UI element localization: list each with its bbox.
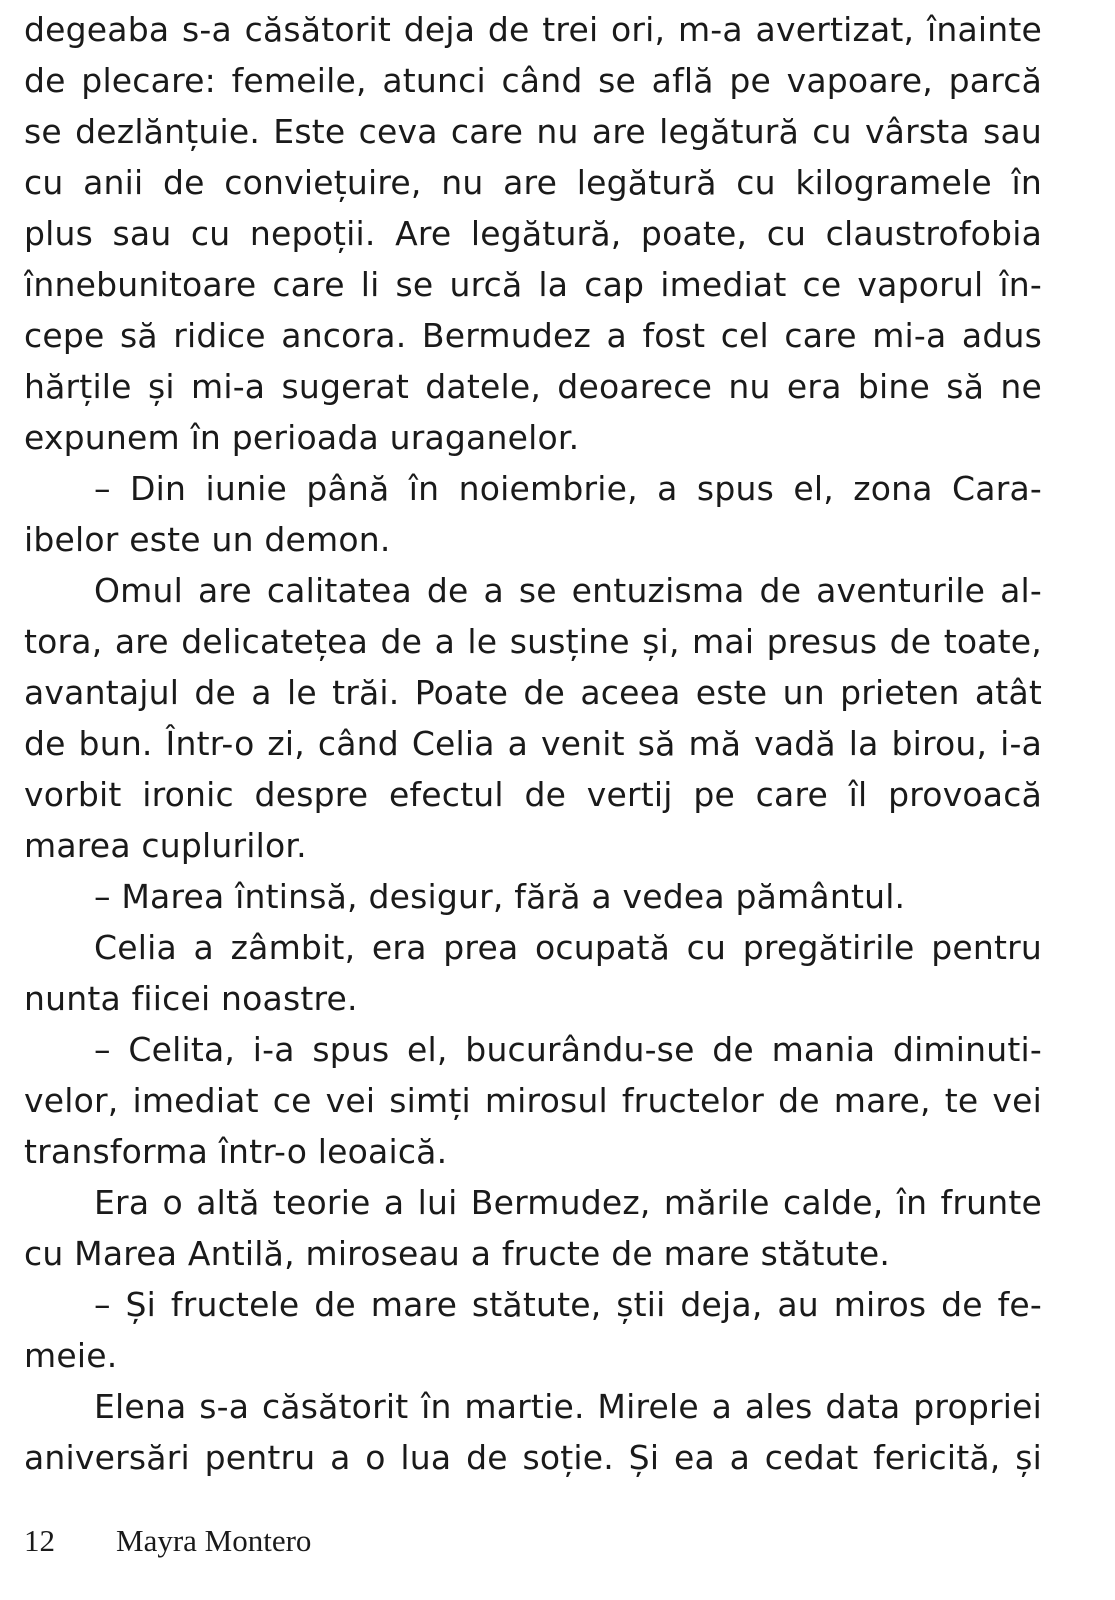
- body-text: [24, 4, 1042, 1483]
- text-line: cu anii de conviețuire, nu are legătură cu kilogramele în: [24, 163, 1042, 202]
- page-footer: [24, 1523, 311, 1559]
- text-line: vorbit ironic despre efectul de vertij pe care îl provoacă: [24, 775, 1042, 814]
- text-line: – Marea întinsă, desigur, fără a vedea pământul.: [94, 877, 906, 916]
- text-line: Era o altă teorie a lui Bermudez, mările calde, în frunte: [94, 1183, 1042, 1222]
- text-line: Elena s-a căsătorit în martie. Mirele a ales data propriei: [94, 1387, 1042, 1426]
- text-line: ibelor este un demon.: [24, 520, 391, 559]
- text-line: plus sau cu nepoții. Are legătură, poate, cu claustrofobia: [24, 214, 1042, 253]
- text-line: se dezlănțuie. Este ceva care nu are legătură cu vârsta sau: [24, 112, 1042, 151]
- text-line: de bun. Într-o zi, când Celia a venit să mă vadă la birou, i-a: [24, 724, 1042, 763]
- text-line: meie.: [24, 1336, 118, 1375]
- text-line: marea cuplurilor.: [24, 826, 307, 865]
- text-line: Celia a zâmbit, era prea ocupată cu pregătirile pentru: [94, 928, 1042, 967]
- text-line: transforma într-o leoaică.: [24, 1132, 448, 1171]
- page-number: 12: [24, 1523, 55, 1558]
- text-line: nunta fiicei noastre.: [24, 979, 358, 1018]
- text-line: cu Marea Antilă, miroseau a fructe de mare stătute.: [24, 1234, 891, 1273]
- text-line: înnebunitoare care li se urcă la cap imediat ce vaporul în-: [24, 265, 1042, 304]
- text-line: velor, imediat ce vei simți mirosul fructelor de mare, te vei: [24, 1081, 1042, 1120]
- text-line: – Din iunie până în noiembrie, a spus el, zona Cara-: [94, 469, 1042, 508]
- book-page: [24, 0, 1042, 1600]
- text-line: cepe să ridice ancora. Bermudez a fost cel care mi-a adus: [24, 316, 1042, 355]
- text-line: tora, are delicatețea de a le susține și, mai presus de toate,: [24, 622, 1042, 661]
- text-line: de plecare: femeile, atunci când se află pe vapoare, parcă: [24, 61, 1042, 100]
- text-line: expunem în perioada uraganelor.: [24, 418, 580, 457]
- text-line: degeaba s-a căsătorit deja de trei ori, m-a avertizat, înainte: [24, 10, 1042, 49]
- text-line: hărțile și mi-a sugerat datele, deoarece nu era bine să ne: [24, 367, 1042, 406]
- text-line: – Și fructele de mare stătute, știi deja, au miros de fe-: [94, 1285, 1042, 1324]
- text-line: aniversări pentru a o lua de soție. Și ea a cedat fericită, și: [24, 1438, 1042, 1477]
- text-line: avantajul de a le trăi. Poate de aceea este un prieten atât: [24, 673, 1042, 712]
- text-line: Omul are calitatea de a se entuzisma de aventurile al-: [94, 571, 1042, 610]
- text-line: – Celita, i-a spus el, bucurându-se de mania diminuti-: [94, 1030, 1042, 1069]
- running-footer-author: Mayra Montero: [116, 1523, 312, 1558]
